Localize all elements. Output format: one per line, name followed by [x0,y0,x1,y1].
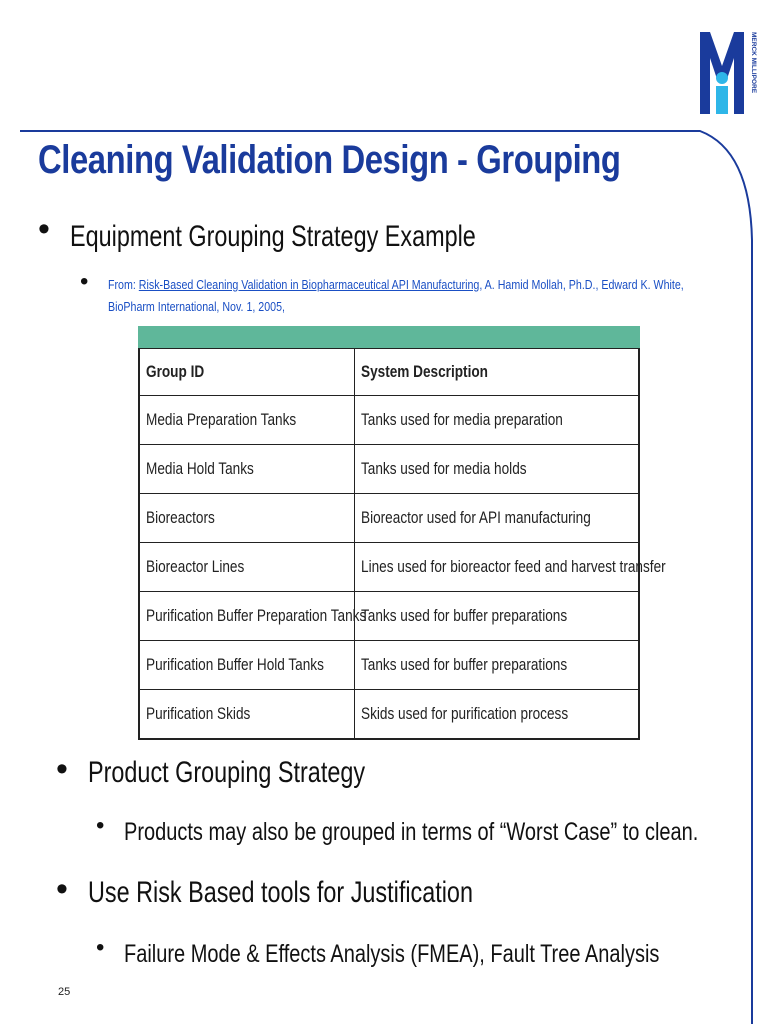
table-cell: Purification Buffer Preparation Tanks [139,592,355,641]
source-article-link[interactable]: Risk-Based Cleaning Validation in Biopharmaceutical API Manufacturing [138,277,480,292]
table-cell: Bioreactor Lines [139,543,355,592]
source-details: , A. Hamid Mollah, Ph.D., Edward K. White, BioPharm International, Nov. 1, 2005, [108,277,684,314]
table-cell: Purification Skids [139,690,355,740]
table-cell: Bioreactor used for API manufacturing [355,494,640,543]
slide-title: Cleaning Validation Design - Grouping [38,138,621,182]
table-row [139,494,639,543]
bullet-risk-tools: Use Risk Based tools for Justification [88,876,473,909]
column-header-group-id: Group ID [139,349,355,396]
merck-millipore-logo [696,28,756,120]
equipment-grouping-table [138,326,666,740]
table-cell: Tanks used for buffer preparations [355,592,640,641]
table-cell: Skids used for purification process [355,690,640,740]
page-number: 25 [58,986,71,998]
svg-text:MERCK MILLIPORE: MERCK MILLIPORE [750,32,757,94]
table-cell: Bioreactors [139,494,355,543]
bullet-equipment-grouping: Equipment Grouping Strategy Example [70,220,476,253]
table-header-row [139,349,639,396]
bullet-dot: • [56,870,68,908]
bullet-dot: • [56,750,68,788]
bullet-fmea: Failure Mode & Effects Analysis (FMEA), Fault Tree Analysis [124,940,660,968]
table-cell: Purification Buffer Hold Tanks [139,641,355,690]
source-prefix: From: [108,277,139,292]
bullet-dot: • [80,268,89,295]
table-row [139,690,639,740]
table-header-bar [138,326,640,348]
bullet-product-grouping: Product Grouping Strategy [88,756,366,789]
table-cell: Lines used for bioreactor feed and harvest transfer [355,543,640,592]
bullet-dot: • [38,210,50,248]
table-cell: Media Preparation Tanks [139,396,355,445]
table-cell: Media Hold Tanks [139,445,355,494]
column-header-system-description: System Description [355,349,640,396]
source-citation [108,274,715,318]
table-cell: Tanks used for media holds [355,445,640,494]
table-row [139,641,639,690]
table-row [139,543,639,592]
bullet-worst-case: Products may also be grouped in terms of “Worst Case” to clean. [124,818,699,846]
bullet-dot: • [96,934,105,961]
table-row [139,396,639,445]
table-row [139,445,639,494]
bullet-dot: • [96,812,105,839]
table-cell: Tanks used for buffer preparations [355,641,640,690]
table-row [139,592,639,641]
table-cell: Tanks used for media preparation [355,396,640,445]
